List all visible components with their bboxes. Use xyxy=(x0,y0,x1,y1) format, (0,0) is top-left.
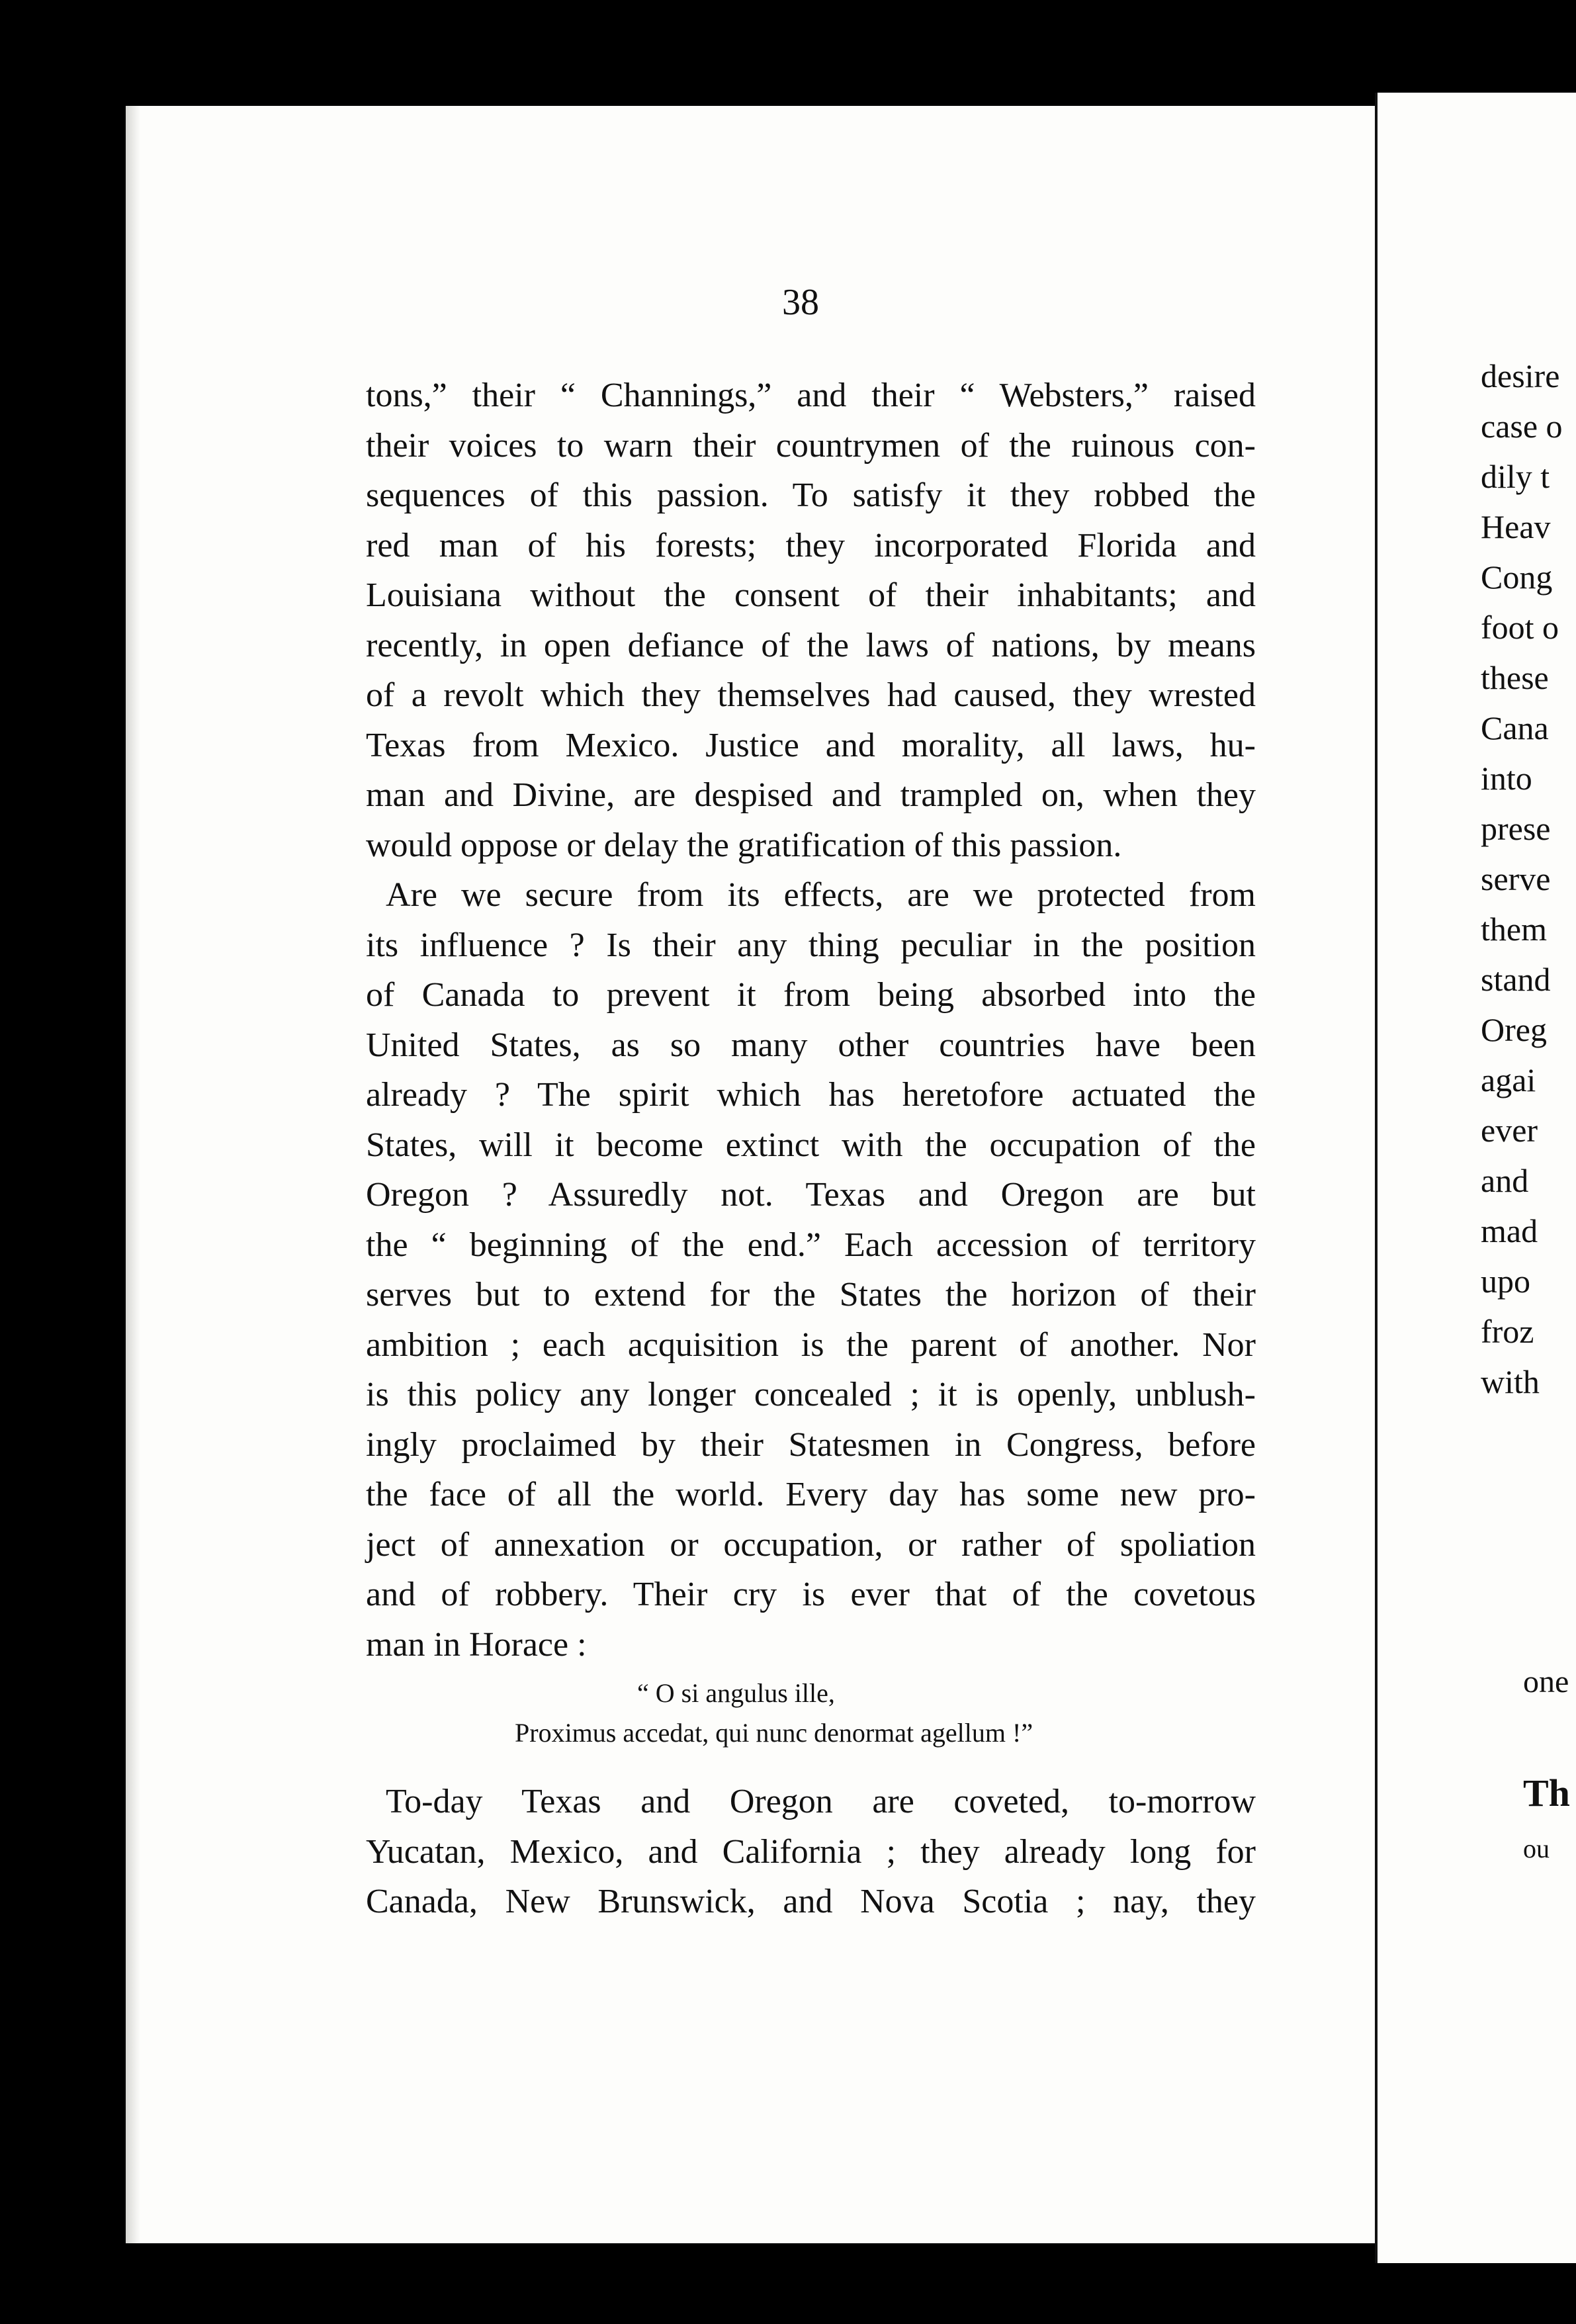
text-line: Are we secure from its effects, are we protected from xyxy=(386,876,1256,914)
facing-line: these xyxy=(1481,659,1549,696)
facing-line: and xyxy=(1481,1162,1529,1199)
text-line: States, will it become extinct with the occupation of the xyxy=(366,1126,1256,1164)
text-line: recently, in open defiance of the laws of nations, by means xyxy=(366,626,1256,664)
text-line: sequences of this passion. To satisfy it they robbed the xyxy=(366,476,1256,514)
text-line: Oregon ? Assuredly not. Texas and Oregon are but xyxy=(366,1176,1256,1214)
facing-page-text xyxy=(1481,351,1564,1407)
text-line: Louisiana without the consent of their inhabitants; and xyxy=(366,576,1256,614)
facing-line: serve xyxy=(1481,860,1551,897)
facing-line: Cana xyxy=(1481,709,1549,746)
text-line: of a revolt which they themselves had caused, they wrested xyxy=(366,676,1256,714)
text-line: Yucatan, Mexico, and California ; they already long for xyxy=(366,1832,1256,1871)
quote-line: Proximus accedat, qui nunc denormat agellum !” xyxy=(515,1718,1033,1748)
quote-line: “ O si angulus ille, xyxy=(637,1678,835,1708)
text-line: man and Divine, are despised and trampled on, when they xyxy=(366,776,1256,814)
facing-line: prese xyxy=(1481,810,1551,847)
text-line: and of robbery. Their cry is ever that of the covetous xyxy=(366,1576,1256,1613)
text-line: ject of annexation or occupation, or rather of spoliation xyxy=(366,1525,1256,1564)
text-line: Canada, New Brunswick, and Nova Scotia ; nay, they xyxy=(366,1883,1256,1920)
text-line: ambition ; each acquisition is the parent of another. Nor xyxy=(366,1325,1256,1364)
facing-line: ou xyxy=(1523,1834,1550,1863)
facing-line: into xyxy=(1481,760,1532,797)
facing-line: froz xyxy=(1481,1313,1534,1350)
facing-line: case o xyxy=(1481,408,1563,445)
body-text xyxy=(366,371,1256,1927)
text-line: tons,” their “ Channings,” and their “ Websters,” raised xyxy=(366,377,1256,414)
facing-line: stand xyxy=(1481,961,1551,998)
page-number: 38 xyxy=(782,282,819,323)
latin-quotation xyxy=(366,1674,1256,1753)
facing-line: desire xyxy=(1481,357,1560,394)
text-line: is this policy any longer concealed ; it is openly, unblush- xyxy=(366,1376,1256,1413)
text-line: of Canada to prevent it from being absorbed into the xyxy=(366,976,1256,1014)
text-line: ingly proclaimed by their Statesmen in Congress, before xyxy=(366,1425,1256,1464)
text-line: the “ beginning of the end.” Each accession of territory xyxy=(366,1226,1256,1264)
facing-page-lower-text xyxy=(1523,1654,1570,1877)
facing-line: foot o xyxy=(1481,609,1559,646)
facing-line: Heav xyxy=(1481,508,1551,545)
page-gutter-shadow xyxy=(126,106,140,2243)
text-line: man in Horace : xyxy=(366,1625,587,1664)
facing-heading: Th xyxy=(1523,1771,1570,1814)
facing-line: mad xyxy=(1481,1212,1538,1249)
facing-line: one xyxy=(1523,1664,1569,1699)
text-line: its influence ? Is their any thing peculiar in the position xyxy=(366,926,1256,964)
text-line: red man of his forests; they incorporated Florida and xyxy=(366,526,1256,564)
text-line: their voices to warn their countrymen of the ruinous con- xyxy=(366,426,1256,465)
text-line: United States, as so many other countries have been xyxy=(366,1026,1256,1064)
facing-line: dily t xyxy=(1481,458,1550,495)
text-line: Texas from Mexico. Justice and morality, all laws, hu- xyxy=(366,726,1256,764)
text-line: To-day Texas and Oregon are coveted, to-morrow xyxy=(386,1783,1256,1820)
facing-line: them xyxy=(1481,911,1547,948)
facing-line: upo xyxy=(1481,1263,1530,1300)
text-line: would oppose or delay the gratification of this passion. xyxy=(366,826,1122,864)
facing-line-blank xyxy=(1523,1710,1564,1765)
text-line: already ? The spirit which has heretofore actuated the xyxy=(366,1076,1256,1114)
facing-line: ever xyxy=(1481,1112,1538,1149)
facing-line: agai xyxy=(1481,1061,1536,1098)
facing-line: Oreg xyxy=(1481,1011,1547,1048)
facing-line: with xyxy=(1481,1363,1540,1400)
text-line: the face of all the world. Every day has some new pro- xyxy=(366,1476,1256,1513)
facing-line: Cong xyxy=(1481,559,1553,596)
text-line: serves but to extend for the States the horizon of their xyxy=(366,1276,1256,1314)
